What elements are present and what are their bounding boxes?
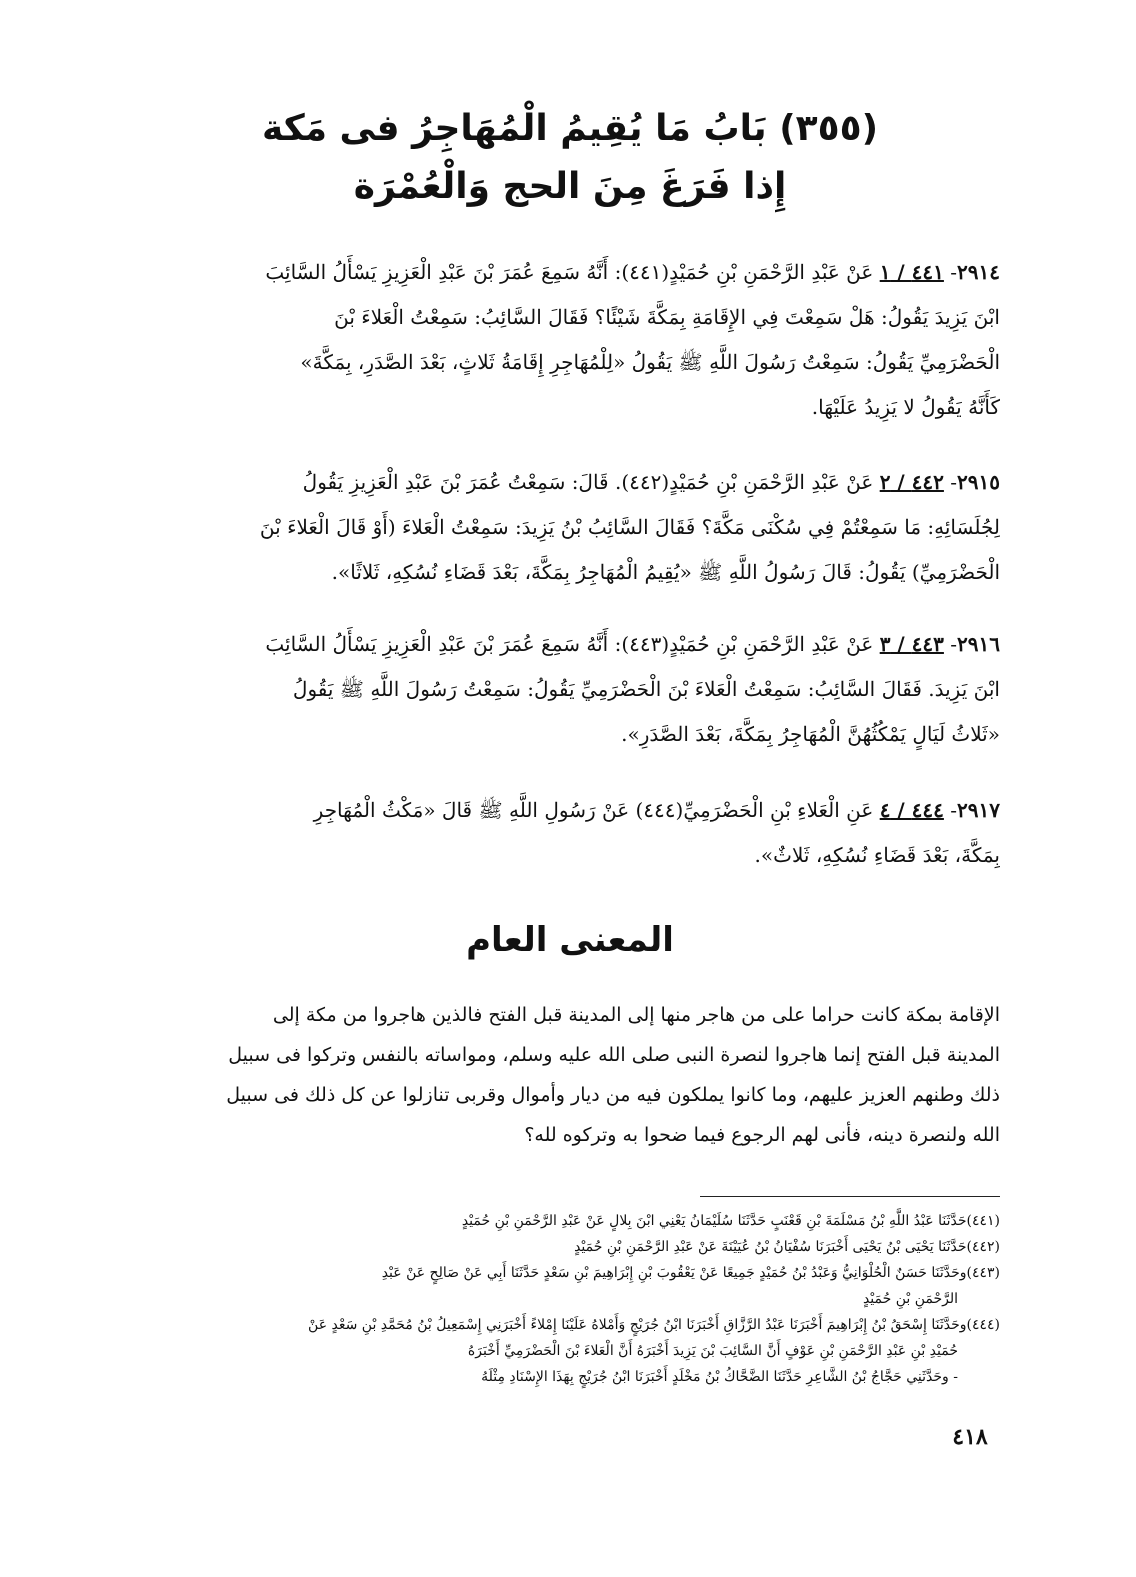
footnote-444-cont: حُمَيْدِ بْنِ عَبْدِ الرَّحْمَنِ بْنِ عَوْفٍ أَنَّ السَّائِبَ بْنَ يَزِيدَ أَخْبَرَهُ أَنَّ الْعَلاءَ بْنَ الْحَضْرَمِيِّ أَخْبَرَهُ [467, 1343, 958, 1359]
general-meaning-text [140, 995, 1000, 1155]
meaning-line: المدينة قبل الفتح إنما هاجروا لنصرة النبى صلى الله عليه وسلم، ومواساته بالنفس وتركوا فى سبيل [228, 1044, 1000, 1066]
hadith-code: ٤٤٢ / ٢ [879, 470, 944, 494]
hadith-line: ٢٩١٤- ٤٤١ / ١ عَنْ عَبْدِ الرَّحْمَنِ بْنِ حُمَيْدٍ(٤٤١): أَنَّهُ سَمِعَ عُمَرَ بْنَ عَبْدِ الْعَزِيزِ يَسْأَلُ السَّائِبَ [265, 260, 1000, 284]
hadith-code: ٤٤٤ / ٤ [879, 798, 944, 822]
hadith-2914 [140, 250, 1000, 430]
hadith-line: ٢٩١٥- ٤٤٢ / ٢ عَنْ عَبْدِ الرَّحْمَنِ بْنِ حُمَيْدٍ(٤٤٢). قَالَ: سَمِعْتُ عُمَرَ بْنَ عَبْدِ الْعَزِيزِ يَقُولُ [302, 470, 1000, 494]
hadith-text: عَنْ عَبْدِ الرَّحْمَنِ بْنِ حُمَيْدٍ(٤٤٣): أَنَّهُ سَمِعَ عُمَرَ بْنَ عَبْدِ الْعَزِيزِ يَسْأَلُ السَّائِبَ [265, 632, 874, 656]
hadith-line: لِجُلَسَائِهِ: مَا سَمِعْتُمْ فِي سُكْنَى مَكَّةَ؟ فَقَالَ السَّائِبُ بْنُ يَزِيدَ: سَمِعْتُ الْعَلاءَ (أَوْ قَالَ الْعَلاءَ بْنَ [259, 515, 1000, 539]
hadith-line: ٢٩١٦- ٤٤٣ / ٣ عَنْ عَبْدِ الرَّحْمَنِ بْنِ حُمَيْدٍ(٤٤٣): أَنَّهُ سَمِعَ عُمَرَ بْنَ عَبْدِ الْعَزِيزِ يَسْأَلُ السَّائِبَ [265, 632, 1000, 656]
chapter-title-line-1: (٣٥٥) بَابُ مَا يُقِيمُ الْمُهَاجِرُ فى مَكة [261, 108, 879, 149]
hadith-number: ٢٩١٧ [957, 798, 1000, 822]
meaning-line: الله ولنصرة دينه، فأنى لهم الرجوع فيما ضحوا به وتركوه لله؟ [524, 1124, 1000, 1146]
hadith-number: ٢٩١٥ [957, 470, 1000, 494]
footnotes [140, 1208, 1000, 1390]
hadith-line: الْحَضْرَمِيِّ يَقُولُ: سَمِعْتُ رَسُولَ اللَّهِ ﷺ يَقُولُ «لِلْمُهَاجِرِ إِقَامَةُ ثَلاثٍ، بَعْدَ الصَّدَرِ، بِمَكَّةَ» [300, 350, 1000, 374]
footnote-441: (٤٤١)حَدَّثَنَا عَبْدُ اللَّهِ بْنُ مَسْلَمَةَ بْنِ قَعْنَبٍ حَدَّثَنَا سُلَيْمَانُ يَعْنِي ابْنَ بِلالٍ عَنْ عَبْدِ الرَّحْمَنِ بْنِ حُمَيْدٍ [461, 1213, 1000, 1229]
footnote-444: (٤٤٤)وحَدَّثَنَا إِسْحَقُ بْنُ إِبْرَاهِيمَ أَخْبَرَنَا عَبْدُ الرَّزَّاقِ أَخْبَرَنَا ابْنُ جُرَيْجٍ وَأَمْلاهُ عَلَيْنَا إِمْلاءً أَخْبَرَنِي إِسْمَعِيلُ بْنُ مُحَمَّدِ بْنِ سَعْدٍ عَنْ [308, 1317, 1000, 1333]
hadith-2915 [140, 460, 1000, 595]
page-number: ٤١٨ [952, 1424, 988, 1450]
hadith-line: ابْنَ يَزِيدَ يَقُولُ: هَلْ سَمِعْتَ فِي الإِقَامَةِ بِمَكَّةَ شَيْئًا؟ فَقَالَ السَّائِبُ: سَمِعْتُ الْعَلاءَ بْنَ [334, 305, 1000, 329]
hadith-number: ٢٩١٤ [957, 260, 1000, 284]
hadith-line: الْحَضْرَمِيِّ) يَقُولُ: قَالَ رَسُولُ اللَّهِ ﷺ «يُقِيمُ الْمُهَاجِرُ بِمَكَّةَ، بَعْدَ قَضَاءِ نُسُكِهِ، ثَلاثًا». [331, 560, 1000, 584]
hadith-line: ٢٩١٧- ٤٤٤ / ٤ عَنِ الْعَلاءِ بْنِ الْحَضْرَمِيِّ(٤٤٤) عَنْ رَسُولِ اللَّهِ ﷺ قَالَ «مَكْثُ الْمُهَاجِرِ [313, 798, 1000, 822]
hadith-line: بِمَكَّةَ، بَعْدَ قَضَاءِ نُسُكِهِ، ثَلاثٌ». [754, 843, 1000, 867]
meaning-line: الإقامة بمكة كانت حراما على من هاجر منها إلى المدينة قبل الفتح فالذين هاجروا من مكة إلى [272, 1004, 1000, 1026]
hadith-line: ابْنَ يَزِيدَ. فَقَالَ السَّائِبُ: سَمِعْتُ الْعَلاءَ بْنَ الْحَضْرَمِيِّ يَقُولُ: سَمِعْتُ رَسُولَ اللَّهِ ﷺ يَقُولُ [292, 677, 1000, 701]
hadith-code: ٤٤١ / ١ [879, 260, 944, 284]
footnote-442: (٤٤٢)حَدَّثَنَا يَحْيَى بْنُ يَحْيَى أَخْبَرَنَا سُفْيَانُ بْنُ عُيَيْنَةَ عَنْ عَبْدِ الرَّحْمَنِ بْنِ حُمَيْدٍ [574, 1239, 1000, 1255]
hadith-line: كَأَنَّهُ يَقُولُ لا يَزِيدُ عَلَيْهَا. [811, 395, 1000, 419]
footnote-divider [700, 1196, 1000, 1197]
hadith-2916 [140, 622, 1000, 757]
meaning-line: ذلك وطنهم العزيز عليهم، وما كانوا يملكون فيه من ديار وأموال وقربى تنازلوا عن كل ذلك فى سبيل [226, 1084, 1000, 1106]
hadith-text: عَنْ عَبْدِ الرَّحْمَنِ بْنِ حُمَيْدٍ(٤٤٢). قَالَ: سَمِعْتُ عُمَرَ بْنَ عَبْدِ الْعَزِيزِ يَقُولُ [302, 470, 874, 494]
hadith-text: عَنْ عَبْدِ الرَّحْمَنِ بْنِ حُمَيْدٍ(٤٤١): أَنَّهُ سَمِعَ عُمَرَ بْنَ عَبْدِ الْعَزِيزِ يَسْأَلُ السَّائِبَ [265, 260, 874, 284]
general-meaning-heading: المعنى العام [466, 920, 674, 960]
chapter-title [140, 100, 1000, 216]
footnote-443-cont: الرَّحْمَنِ بْنِ حُمَيْدٍ [862, 1291, 958, 1307]
hadith-text: عَنِ الْعَلاءِ بْنِ الْحَضْرَمِيِّ(٤٤٤) عَنْ رَسُولِ اللَّهِ ﷺ قَالَ «مَكْثُ الْمُهَاجِرِ [313, 798, 874, 822]
hadith-number: ٢٩١٦ [957, 632, 1000, 656]
chapter-title-line-2: إِذا فَرَغَ مِنَ الحج وَالْعُمْرَة [353, 166, 787, 207]
hadith-2917 [140, 788, 1000, 878]
hadith-code: ٤٤٣ / ٣ [879, 632, 944, 656]
footnote-443: (٤٤٣)وحَدَّثَنَا حَسَنٌ الْحُلْوَانِيُّ وَعَبْدُ بْنُ حُمَيْدٍ جَمِيعًا عَنْ يَعْقُوبَ بْنِ إِبْرَاهِيمَ بْنِ سَعْدٍ حَدَّثَنَا أَبِي عَنْ صَالِحٍ عَنْ عَبْدِ [381, 1265, 1000, 1281]
hadith-line: «ثَلاثُ لَيَالٍ يَمْكُثُهُنَّ الْمُهَاجِرُ بِمَكَّةَ، بَعْدَ الصَّدَرِ». [621, 722, 1000, 746]
footnote-444-cont: - وحَدَّثَنِي حَجَّاجُ بْنُ الشَّاعِرِ حَدَّثَنَا الضَّحَّاكُ بْنُ مَخْلَدٍ أَخْبَرَنَا ابْنُ جُرَيْجٍ بِهَذَا الإِسْنَادِ مِثْلَهُ [481, 1369, 958, 1385]
